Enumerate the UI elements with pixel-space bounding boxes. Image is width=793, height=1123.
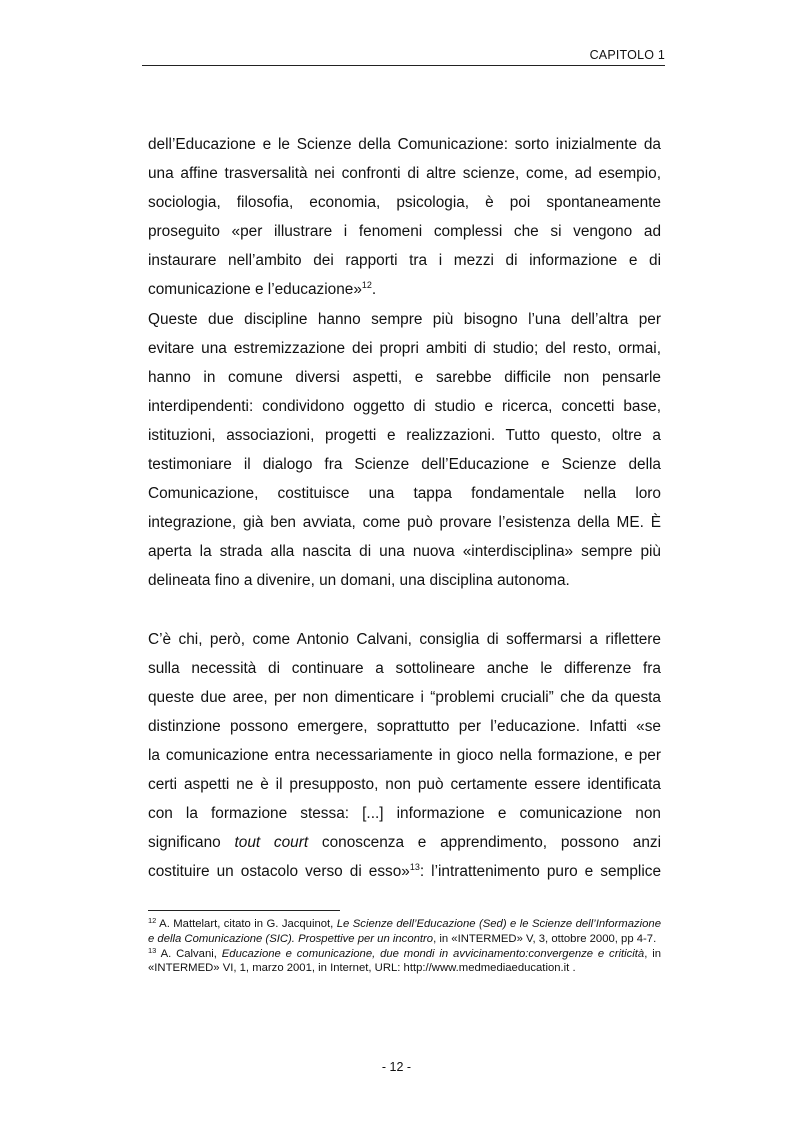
page-number: - 12 - bbox=[381, 1060, 412, 1074]
text-line bbox=[148, 857, 661, 886]
text-line: Comunicazione, costituisce una tappa fondamentale nella loro bbox=[148, 485, 661, 503]
text-line: hanno in comune diversi aspetti, e sarebbe difficile non pensarle bbox=[148, 368, 661, 386]
footnote-ref-13: 13 bbox=[409, 862, 420, 873]
text-line: aperta la strada alla nascita di una nuova «interdisciplina» sempre più bbox=[148, 543, 661, 561]
text-span: conoscenza e apprendimento, possono anzi bbox=[308, 834, 662, 852]
footnote-separator bbox=[148, 910, 340, 911]
header-rule bbox=[142, 65, 665, 66]
footnote-13 bbox=[148, 947, 661, 977]
chapter-title: CAPITOLO 1 bbox=[589, 48, 665, 62]
text-line: distinzione possono emergere, soprattutto per l’educazione. Infatti «se bbox=[148, 717, 661, 735]
text-line bbox=[148, 275, 661, 304]
text-line: delineata fino a divenire, un domani, una disciplina autonoma. bbox=[148, 572, 570, 590]
body-text bbox=[148, 130, 661, 886]
text-span: significano bbox=[148, 834, 235, 852]
text-line: sulla necessità di continuare a sottolineare anche le differenze fra bbox=[148, 659, 661, 677]
text-line: testimoniare il dialogo fra Scienze dell’Educazione e Scienze della bbox=[148, 456, 661, 474]
italic-term: tout court bbox=[234, 834, 309, 852]
text-line: la comunicazione entra necessariamente in gioco nella formazione, e per bbox=[148, 746, 661, 764]
text-line: istituzioni, associazioni, progetti e realizzazioni. Tutto questo, oltre a bbox=[148, 426, 661, 444]
text-span: comunicazione e l’educazione» bbox=[148, 281, 362, 299]
footnote-12 bbox=[148, 917, 661, 947]
footnote-text: , in «INTERMED» VI, 1, marzo 2001, in Internet, URL: http://www.medmediaeducation.it . bbox=[148, 947, 661, 975]
text-line: certi aspetti ne è il presupposto, non può certamente essere identificata bbox=[148, 776, 661, 794]
footnote-title: Educazione e comunicazione, due mondi in avvicinamento:convergenze e criticità bbox=[221, 947, 645, 960]
text-line: C’è chi, però, come Antonio Calvani, consiglia di soffermarsi a riflettere bbox=[148, 630, 661, 648]
text-line: Queste due discipline hanno sempre più bisogno l’una dell’altra per bbox=[148, 310, 661, 328]
text-line: una affine trasversalità nei confronti di altre scienze, come, ad esempio, bbox=[148, 165, 661, 183]
text-span: . bbox=[371, 281, 377, 299]
text-line: instaurare nell’ambito dei rapporti tra i mezzi di informazione e di bbox=[148, 252, 661, 270]
text-line: queste due aree, per non dimenticare i “problemi cruciali” che da questa bbox=[148, 688, 661, 706]
text-span: costituire un ostacolo verso di esso» bbox=[148, 863, 410, 881]
page-header bbox=[142, 48, 665, 68]
text-line: con la formazione stessa: [...] informazione e comunicazione non bbox=[148, 805, 661, 823]
footnotes bbox=[148, 917, 661, 976]
text-line: proseguito «per illustrare i fenomeni complessi che si vengono ad bbox=[148, 223, 661, 241]
footnote-text: A. Calvani, bbox=[156, 947, 222, 960]
text-line bbox=[148, 828, 661, 857]
footnote-text: , in «INTERMED» V, 3, ottobre 2000, pp 4-7. bbox=[433, 932, 657, 945]
footnote-ref-12: 12 bbox=[361, 280, 372, 291]
footnote-title: Le Scienze dell’Educazione (Sed) e le Scienze dell’Informazione e della Comunicazione (SIC). Prospettive per un incontro bbox=[148, 918, 662, 945]
paragraph-gap bbox=[148, 596, 661, 625]
text-line: sociologia, filosofia, economia, psicologia, è poi spontaneamente bbox=[148, 194, 661, 212]
text-line: integrazione, già ben avviata, come può provare l’esistenza della ME. È bbox=[148, 514, 661, 532]
footnote-number: 13 bbox=[148, 945, 157, 955]
text-line: evitare una estremizzazione dei propri ambiti di studio; del resto, ormai, bbox=[148, 339, 661, 357]
footnote-number: 12 bbox=[148, 916, 157, 925]
footnote-text: A. Mattelart, citato in G. Jacquinot, bbox=[156, 918, 337, 930]
text-line: dell’Educazione e le Scienze della Comunicazione: sorto inizialmente da bbox=[148, 136, 661, 153]
text-line: interdipendenti: condividono oggetto di studio e ricerca, concetti base, bbox=[148, 397, 661, 415]
text-span: : l’intrattenimento puro e semplice bbox=[419, 863, 661, 881]
